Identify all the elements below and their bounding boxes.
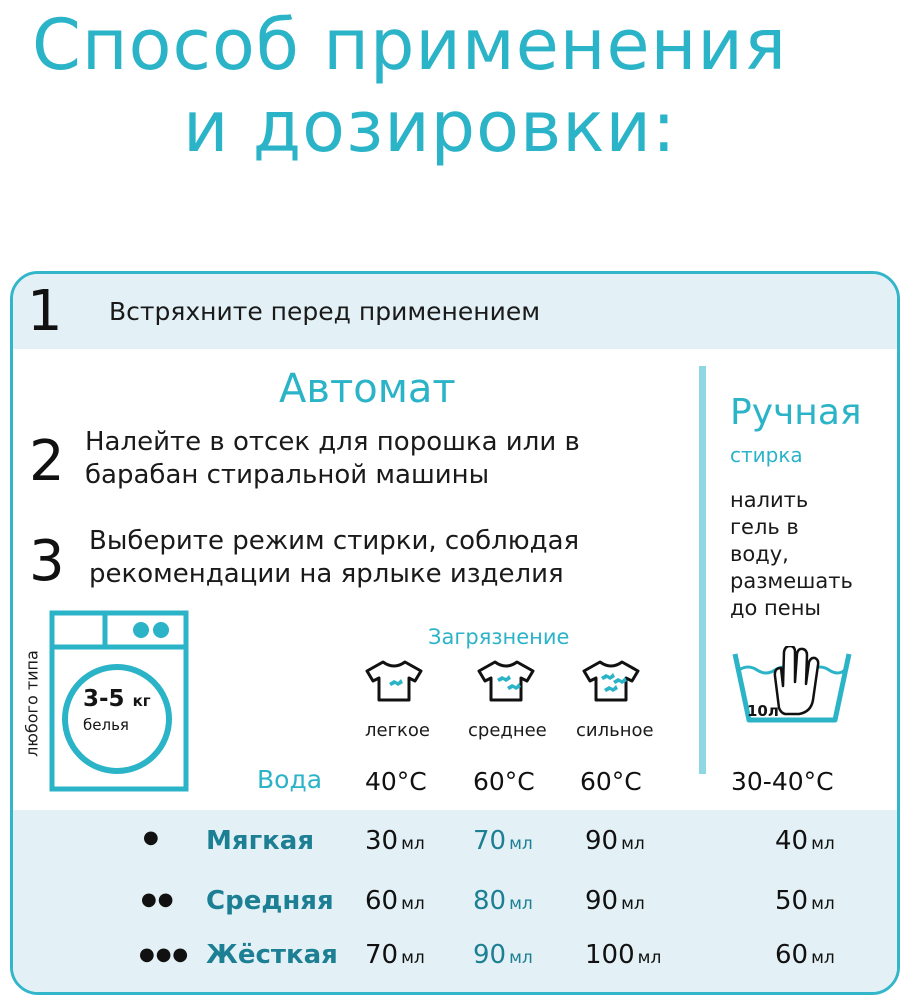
dose-hard-heavy: 100 мл bbox=[585, 940, 662, 970]
basin-label: 10л bbox=[747, 702, 779, 720]
soiling-light-label: легкое bbox=[365, 720, 430, 741]
temp-medium: 60°C bbox=[473, 767, 535, 796]
dose-soft-light: 30 мл bbox=[365, 826, 425, 856]
dose-soft-heavy: 90 мл bbox=[585, 826, 645, 856]
hand-instructions bbox=[730, 487, 853, 622]
tshirt-heavy-stain-icon bbox=[580, 659, 642, 703]
step3-line1: Выберите режим стирки, соблюдая bbox=[89, 526, 580, 556]
dose-soft-hand: 40 мл bbox=[775, 826, 835, 856]
hand-instruction-line: воду, bbox=[730, 542, 789, 566]
step3-number: 3 bbox=[29, 529, 65, 594]
page-title-line1: Способ применения bbox=[32, 4, 787, 86]
dose-medium-light: 60 мл bbox=[365, 886, 425, 916]
tshirt-medium-stain-icon bbox=[475, 659, 537, 703]
dose-medium-hand: 50 мл bbox=[775, 886, 835, 916]
row-medium-label: Средняя bbox=[206, 886, 334, 916]
dose-soft-medium: 70 мл bbox=[473, 826, 533, 856]
hand-instruction-line: размешать bbox=[730, 569, 853, 593]
step2-number: 2 bbox=[29, 429, 65, 494]
machine-load bbox=[83, 686, 151, 712]
drops-soft-icon: ● bbox=[143, 827, 160, 848]
temp-light: 40°C bbox=[365, 767, 427, 796]
soiling-heavy-label: сильное bbox=[576, 720, 654, 741]
dose-hard-medium: 90 мл bbox=[473, 940, 533, 970]
temp-heavy: 60°C bbox=[580, 767, 642, 796]
dose-medium-heavy: 90 мл bbox=[585, 886, 645, 916]
hand-instruction-line: гель в bbox=[730, 515, 799, 539]
page-title-line2: и дозировки: bbox=[183, 86, 677, 168]
row-hard-label: Жёсткая bbox=[206, 940, 338, 970]
water-label: Вода bbox=[257, 765, 323, 794]
machine-type-label: любого типа bbox=[22, 650, 42, 757]
dosage-card bbox=[10, 271, 900, 995]
hand-temp: 30-40°C bbox=[731, 767, 834, 796]
automat-heading: Автомат bbox=[279, 366, 456, 412]
machine-load-value: 3-5 bbox=[83, 686, 125, 712]
drops-medium-icon: ●● bbox=[141, 889, 175, 910]
step2-line1: Налейте в отсек для порошка или в bbox=[85, 427, 580, 457]
soiling-medium-label: среднее bbox=[468, 720, 547, 741]
step2-line2: барабан стиральной машины bbox=[85, 460, 490, 490]
drops-hard-icon: ●●● bbox=[139, 944, 190, 965]
hand-heading: Ручная bbox=[730, 392, 862, 433]
step1-text: Встряхните перед применением bbox=[109, 297, 541, 326]
machine-load-sub: белья bbox=[83, 716, 129, 734]
tshirt-light-stain-icon bbox=[363, 659, 425, 703]
row-soft-label: Мягкая bbox=[206, 826, 315, 856]
hand-instruction-line: налить bbox=[730, 488, 809, 512]
step1-number: 1 bbox=[27, 279, 63, 344]
dose-hard-light: 70 мл bbox=[365, 940, 425, 970]
hand-instruction-line: до пены bbox=[730, 596, 822, 620]
dose-hard-hand: 60 мл bbox=[775, 940, 835, 970]
column-divider bbox=[699, 366, 706, 774]
hand-subheading: стирка bbox=[730, 443, 803, 467]
soiling-title: Загрязнение bbox=[428, 625, 570, 649]
dose-medium-medium: 80 мл bbox=[473, 886, 533, 916]
machine-load-unit: кг bbox=[132, 692, 151, 710]
step3-line2: рекомендации на ярлыке изделия bbox=[89, 559, 564, 589]
